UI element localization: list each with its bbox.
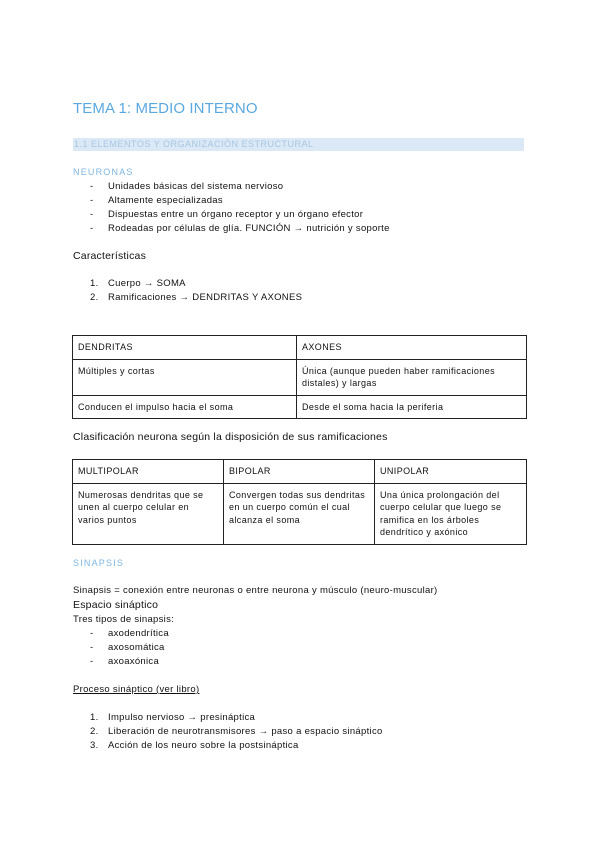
list-item: 1. Cuerpo → SOMA [90, 278, 186, 289]
table-header-cell: DENDRITAS [73, 336, 297, 360]
list-item: 1. Impulso nervioso → presináptica [90, 712, 256, 723]
table-header-cell: AXONES [297, 336, 527, 360]
espacio-sinaptico: Espacio sináptico [73, 599, 159, 611]
table-header-cell: UNIPOLAR [375, 460, 527, 484]
list-item: 3. Acción de los neuro sobre la postsináptica [90, 740, 299, 751]
table-header-row [73, 336, 527, 360]
table-cell: Una única prolongación del cuerpo celular que luego se ramifica en los árboles dendrítico y axónico [375, 483, 527, 544]
table-cell: Múltiples y cortas [73, 359, 297, 395]
clasificacion-table [72, 459, 527, 545]
tipos-list [90, 627, 169, 669]
caracteristicas-heading: Características [73, 250, 147, 262]
page-title: TEMA 1: MEDIO INTERNO [73, 100, 258, 117]
table-row [73, 359, 527, 395]
table-header-cell: BIPOLAR [224, 460, 375, 484]
sinapsis-definition: Sinapsis = conexión entre neuronas o entre neurona y músculo (neuro-muscular) [73, 585, 438, 596]
list-item: - axosomática [90, 642, 165, 653]
list-item: 2. Ramificaciones → DENDRITAS Y AXONES [90, 292, 303, 303]
proceso-label: Proceso sináptico (ver libro) [73, 684, 200, 695]
list-item: 2. Liberación de neurotransmisores → paso a espacio sináptico [90, 726, 383, 737]
list-item: - axodendrítica [90, 628, 169, 639]
clasificacion-heading: Clasificación neurona según la disposición de sus ramificaciones [73, 431, 388, 443]
table-row [73, 483, 527, 544]
table-cell: Desde el soma hacia la periferia [297, 395, 527, 419]
caracteristicas-list [90, 277, 302, 305]
sinapsis-heading: SINAPSIS [73, 558, 125, 568]
table-cell: Numerosas dendritas que se unen al cuerpo celular en varios puntos [73, 483, 224, 544]
neuronas-list [90, 180, 390, 236]
table-cell: Convergen todas sus dendritas en un cuerpo común el cual alcanza el soma [224, 483, 375, 544]
table-row [73, 395, 527, 419]
table-header-cell: MULTIPOLAR [73, 460, 224, 484]
list-item: - axoaxónica [90, 656, 160, 667]
list-item: - Altamente especializadas [90, 195, 223, 206]
section-heading-bar [73, 138, 524, 151]
list-item: - Rodeadas por células de glía. FUNCIÓN → nutrición y soporte [90, 223, 390, 234]
section-heading: 1.1 ELEMENTOS Y ORGANIZACIÓN ESTRUCTURAL [74, 139, 314, 149]
table-header-row [73, 460, 527, 484]
dendritas-axones-table [72, 335, 527, 419]
neuronas-heading: NEURONAS [73, 167, 134, 177]
table-cell: Única (aunque pueden haber ramificaciones distales) y largas [297, 359, 527, 395]
proceso-list [90, 711, 383, 753]
list-item: - Unidades básicas del sistema nervioso [90, 181, 284, 192]
list-item: - Dispuestas entre un órgano receptor y un órgano efector [90, 209, 364, 220]
table-cell: Conducen el impulso hacia el soma [73, 395, 297, 419]
tipos-label: Tres tipos de sinapsis: [73, 614, 175, 625]
